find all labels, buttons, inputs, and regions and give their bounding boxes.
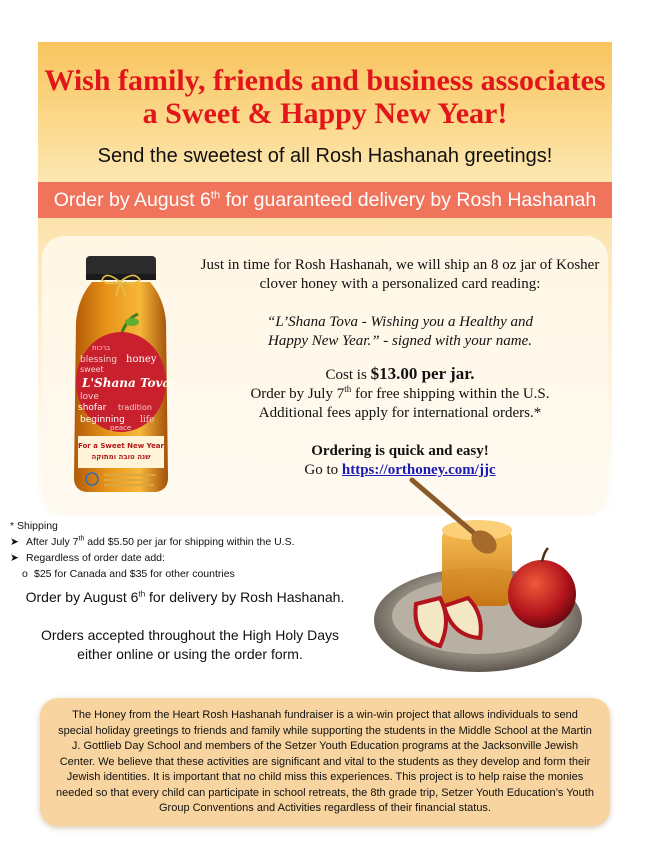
subheadline: Send the sweetest of all Rosh Hashanah greetings! — [97, 145, 553, 167]
jar-word-5: love — [80, 392, 99, 402]
shipping-item-2: Regardless of order date add: — [26, 552, 165, 564]
shipping-item — [10, 550, 350, 566]
order-link[interactable]: https://orthoney.com/jjc — [341, 462, 496, 478]
order-deadline-bar — [38, 182, 612, 218]
delivery-deadline — [20, 588, 350, 606]
jar-title: L'Shana Tova — [82, 376, 171, 390]
apple-whole — [508, 560, 576, 628]
shipping-subitem-1: $25 for Canada and $35 for other countries — [34, 568, 235, 580]
free-shipping-pre: Order by July 7 — [250, 386, 345, 402]
go-to-label: Go to — [304, 462, 342, 478]
jar-word-10: peace — [110, 424, 132, 432]
jar-word-7: tradition — [118, 403, 152, 412]
free-shipping-post: for free shipping within the U.S. — [351, 386, 550, 402]
headline: Wish family, friends and business associates a Sweet & Happy New Year! — [44, 64, 606, 130]
ordering-heading: Ordering is quick and easy! — [311, 443, 489, 459]
cost-value: $13.00 per jar. — [370, 364, 475, 383]
jar-word-6: shofar — [78, 403, 107, 413]
arrow-bullet-icon: ➤ — [10, 552, 19, 564]
jar-tagline: For a Sweet New Year — [77, 442, 165, 450]
jar-word-1: ברכות — [92, 344, 111, 352]
quote-line-1: “L’Shana Tova - Wishing you a Healthy and — [267, 314, 533, 330]
jar-label-band — [78, 436, 164, 468]
offer-description — [200, 256, 600, 480]
card-quote — [200, 313, 600, 351]
international-fees: Additional fees apply for international orders.* — [258, 405, 542, 421]
order-bar-text-pre: Order by August 6 — [53, 189, 211, 211]
deliver-pre: Order by August 6 — [25, 589, 139, 605]
deliver-sup: th — [138, 589, 146, 599]
shipping-subitem — [10, 566, 350, 582]
arrow-bullet-icon: ➤ — [10, 536, 19, 548]
cost-label: Cost is — [325, 367, 371, 383]
honey-jar-image — [62, 252, 180, 494]
quote-line-2: Happy New Year.” - signed with your name. — [267, 333, 533, 349]
shipping-item — [10, 534, 350, 550]
order-bar-sup: th — [210, 189, 221, 202]
shipping-title: * Shipping — [10, 520, 58, 532]
shipping-item-1-pre: After July 7 — [26, 536, 79, 548]
jar-word-3: honey — [126, 354, 157, 365]
fundraiser-description: The Honey from the Heart Rosh Hashanah fundraiser is a win-win project that allows individuals to send special holiday greetings to friends and family while supporting the students in the Middle School at the Martin J. Gottlieb Day School and members of the Setzer Youth Education programs at the Jacksonville Jewish Center. We believe that these activities are significant and vital to the students as they develop and form their Jewish identities. It is important that no child miss this experiences. This project is to help raise the monies needed so that every child can participate in school retreats, the 8th grade trip, Setzer Youth Education’s Youth Group Conventions and Activities regardless of their financial status. — [56, 709, 594, 814]
intro-text: Just in time for Rosh Hashanah, we will ship an 8 oz jar of Kosher clover honey with a personalized card reading: — [200, 257, 600, 292]
fundraiser-info-box — [40, 698, 610, 826]
shipping-item-1-sup: th — [78, 535, 85, 543]
orders-accepted-note: Orders accepted throughout the High Holy Days either online or using the order form. — [40, 627, 340, 662]
order-bar-text-post: for guaranteed delivery by Rosh Hashanah — [220, 189, 597, 211]
shipping-info — [10, 518, 350, 582]
jar-word-8: beginning — [80, 415, 125, 425]
jar-hebrew: שנה טובה ומתוקה — [91, 453, 151, 461]
header-banner — [38, 42, 612, 182]
jar-word-2: blessing — [80, 355, 118, 365]
cost-line — [200, 364, 600, 385]
free-shipping-sup: th — [344, 384, 352, 394]
shipping-item-1-post: add $5.50 per jar for shipping within the U.S. — [84, 536, 295, 548]
jar-word-4: sweet — [80, 365, 104, 374]
circle-bullet-icon: o — [22, 568, 28, 580]
deliver-post: for delivery by Rosh Hashanah. — [145, 589, 345, 605]
free-shipping-line — [200, 385, 600, 404]
jar-word-9: life — [140, 415, 155, 425]
honey-and-apples-image — [372, 470, 584, 690]
